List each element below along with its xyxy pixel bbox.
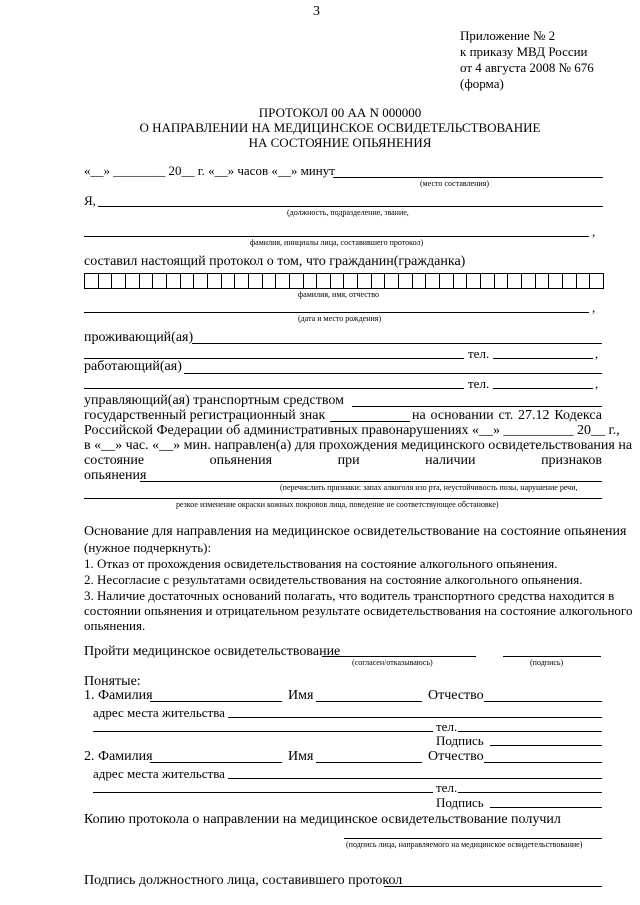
witness-1-address-field[interactable] bbox=[228, 717, 602, 718]
signs-hint-2: резкое изменение окраски кожных покровов лица, поведение не соответствующее обстановке) bbox=[176, 500, 499, 509]
witness-1-tel-label: тел. bbox=[436, 719, 458, 734]
witness-1-surname-label: 1. Фамилия bbox=[84, 688, 153, 703]
basis-line-1: Основание для направления на медицинское освидетельствование на состояние опьянения bbox=[84, 524, 627, 539]
work-label: работающий(ая) bbox=[84, 359, 182, 374]
officer-sign-text: Подпись должностного лица, составившего протокол bbox=[84, 873, 403, 888]
title-line-2: О НАПРАВЛЕНИИ НА МЕДИЦИНСКОЕ ОСВИДЕТЕЛЬСТВОВАНИЕ bbox=[139, 120, 541, 135]
birth-field[interactable] bbox=[84, 312, 589, 313]
exam-label: Пройти медицинское освидетельствование bbox=[84, 644, 341, 659]
witness-1-surname-field[interactable] bbox=[150, 701, 282, 702]
appendix-line-3: от 4 августа 2008 № 676 bbox=[460, 60, 594, 75]
witness-1-tel-field[interactable] bbox=[458, 731, 602, 732]
copy-received-sign-field[interactable] bbox=[344, 838, 602, 839]
officer-sign-field[interactable] bbox=[384, 886, 602, 887]
witness-1-signature-field[interactable] bbox=[490, 745, 602, 746]
work-tel-field[interactable] bbox=[493, 388, 593, 389]
signs-hint-1: (перечислить признаки: запах алкоголя изо рта, неустойчивость позы, нарушение речи, bbox=[280, 483, 578, 492]
basis-item-3b: состоянии опьянения и отрицательном результате освидетельствования на состояние алкогольного bbox=[84, 603, 633, 618]
appendix-line-1: Приложение № 2 bbox=[460, 28, 556, 43]
appendix-line-4: (форма) bbox=[460, 76, 504, 91]
witness-2-address-field[interactable] bbox=[228, 778, 602, 779]
vehicle-line-5: состояние опьянения при наличии признаков bbox=[84, 453, 602, 468]
basis-item-3a: 3. Наличие достаточных оснований полагать, что водитель транспортного средства находится в bbox=[84, 588, 615, 603]
witness-2-name-field[interactable] bbox=[316, 762, 422, 763]
vehicle-line-2a: государственный регистрационный знак bbox=[84, 408, 326, 423]
officer-name-field[interactable] bbox=[84, 236, 589, 237]
officer-position-hint: (должность, подразделение, звание, bbox=[287, 208, 409, 217]
basis-line-2: (нужное подчеркнуть): bbox=[84, 540, 212, 555]
birth-hint: (дата и место рождения) bbox=[298, 314, 382, 323]
signs-field-2[interactable] bbox=[84, 498, 602, 499]
witness-1-name-label: Имя bbox=[288, 688, 314, 703]
signs-field[interactable] bbox=[140, 481, 602, 482]
residence-tel-label: тел. bbox=[468, 346, 490, 361]
vehicle-line-4: в «__» час. «__» мин. направлен(а) для прохождения медицинского освидетельствования на bbox=[84, 438, 633, 453]
residence-field[interactable] bbox=[192, 343, 602, 344]
residence-comma: , bbox=[595, 346, 599, 361]
witness-2-address-label: адрес места жительства bbox=[93, 766, 225, 781]
witness-2-signature-label: Подпись bbox=[436, 795, 484, 810]
witness-2-address-field-2[interactable] bbox=[93, 792, 433, 793]
basis-item-2: 2. Несогласие с результатами освидетельствования на состояние алкогольного опьянения. bbox=[84, 572, 583, 587]
exam-sign-field[interactable] bbox=[503, 656, 601, 657]
exam-agree-hint: (согласен/отказываюсь) bbox=[352, 658, 433, 667]
copy-received-text: Копию протокола о направлении на медицинское освидетельствование получил bbox=[84, 812, 561, 827]
officer-position-field[interactable] bbox=[98, 206, 603, 207]
exam-sign-hint: (подпись) bbox=[530, 658, 564, 667]
vehicle-field[interactable] bbox=[352, 406, 602, 407]
citizen-name-hint: фамилия, имя, отчество bbox=[298, 290, 379, 299]
witness-2-name-label: Имя bbox=[288, 749, 314, 764]
vehicle-line-3: Российской Федерации об административных правонарушениях «__» __________ 20__ г., bbox=[84, 423, 620, 438]
work-tel-label: тел. bbox=[468, 376, 490, 391]
title-line-1: ПРОТОКОЛ 00 АА N 000000 bbox=[258, 105, 422, 120]
plate-field[interactable] bbox=[330, 421, 410, 422]
witness-2-signature-field[interactable] bbox=[490, 807, 602, 808]
witness-2-patronymic-label: Отчество bbox=[428, 749, 484, 764]
officer-name-hint: фамилия, инициалы лица, составившего протокол) bbox=[250, 238, 424, 247]
residence-tel-field[interactable] bbox=[493, 358, 593, 359]
witness-1-address-field-2[interactable] bbox=[93, 731, 433, 732]
copy-received-hint: (подпись лица, направляемого на медицинское освидетельствование) bbox=[346, 840, 583, 849]
witness-2-surname-label: 2. Фамилия bbox=[84, 749, 153, 764]
officer-comma: , bbox=[592, 224, 596, 239]
appendix-line-2: к приказу МВД России bbox=[460, 44, 588, 59]
witness-1-patronymic-label: Отчество bbox=[428, 688, 484, 703]
witness-1-address-label: адрес места жительства bbox=[93, 705, 225, 720]
witness-2-surname-field[interactable] bbox=[150, 762, 282, 763]
witness-2-patronymic-field[interactable] bbox=[484, 762, 602, 763]
basis-item-3c: опьянения. bbox=[84, 618, 146, 633]
witness-1-name-field[interactable] bbox=[316, 701, 422, 702]
place-hint: (место составления) bbox=[420, 179, 489, 188]
citizen-name-boxes[interactable] bbox=[84, 273, 604, 289]
vehicle-line-6: опьянения bbox=[84, 468, 147, 483]
date-time-line: «__» ________ 20__ г. «__» часов «__» минут bbox=[84, 163, 335, 178]
page-number: 3 bbox=[313, 4, 320, 19]
citizen-intro: составил настоящий протокол о том, что гражданин(гражданка) bbox=[84, 254, 466, 269]
ya-label: Я, bbox=[84, 193, 96, 208]
work-field-2[interactable] bbox=[84, 388, 464, 389]
work-field[interactable] bbox=[184, 373, 602, 374]
witnesses-title: Понятые: bbox=[84, 674, 141, 689]
work-comma: , bbox=[595, 376, 599, 391]
title-line-3: НА СОСТОЯНИЕ ОПЬЯНЕНИЯ bbox=[248, 135, 432, 150]
witness-2-tel-field[interactable] bbox=[458, 792, 602, 793]
residence-label: проживающий(ая) bbox=[84, 330, 194, 345]
vehicle-line-1: управляющий(ая) транспортным средством bbox=[84, 393, 344, 408]
exam-agree-field[interactable] bbox=[322, 656, 476, 657]
witness-1-patronymic-field[interactable] bbox=[484, 701, 602, 702]
basis-item-1: 1. Отказ от прохождения освидетельствования на состояние алкогольного опьянения. bbox=[84, 556, 558, 571]
witness-1-signature-label: Подпись bbox=[436, 733, 484, 748]
witness-2-tel-label: тел. bbox=[436, 780, 458, 795]
vehicle-line-2b: на основании ст. 27.12 Кодекса bbox=[412, 408, 602, 423]
birth-comma: , bbox=[592, 300, 596, 315]
place-field[interactable] bbox=[333, 177, 603, 178]
